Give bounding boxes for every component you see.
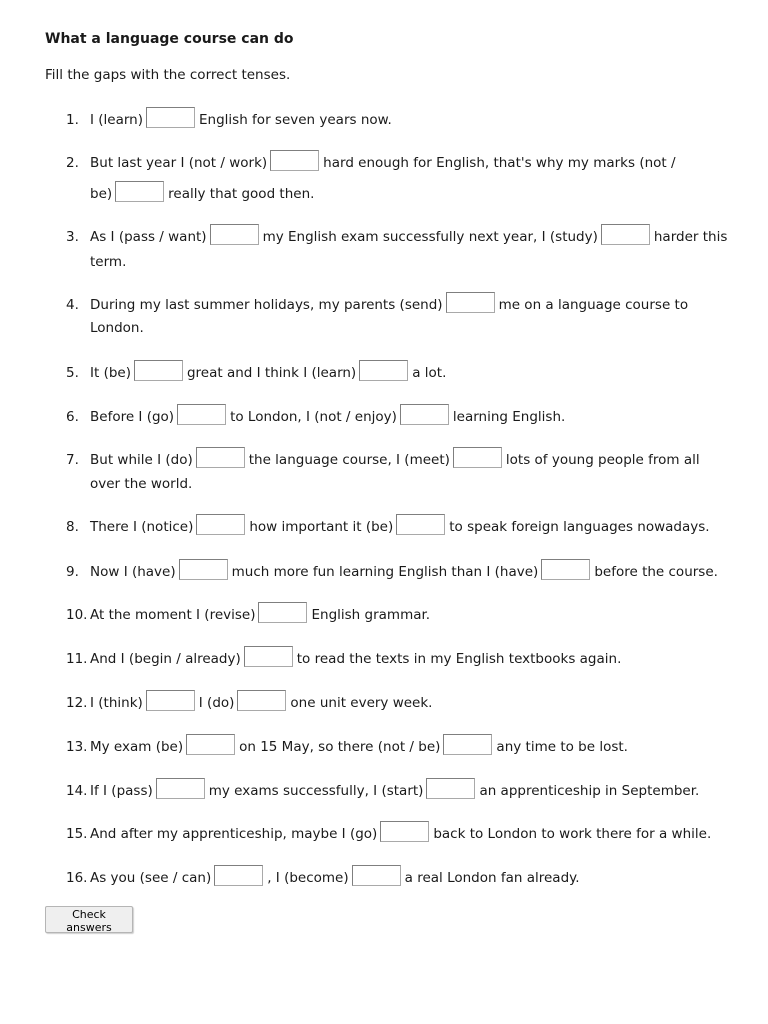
- gap-input-14a[interactable]: [156, 778, 205, 799]
- item-number: 9.: [66, 564, 79, 580]
- item-text: If I (pass): [90, 783, 153, 799]
- gap-input-1a[interactable]: [146, 107, 195, 128]
- item-text: I (do): [198, 695, 235, 711]
- item-text: Before I (go): [90, 409, 175, 425]
- item-text: It (be): [90, 365, 131, 381]
- gap-input-11a[interactable]: [244, 646, 293, 667]
- gap-input-5a[interactable]: [134, 360, 183, 381]
- item-text: be): [90, 186, 113, 202]
- gap-input-4a[interactable]: [446, 292, 495, 313]
- item-text: really that good then.: [168, 186, 315, 202]
- item-text: English for seven years now.: [199, 112, 392, 128]
- item-number: 15.: [66, 826, 88, 842]
- item-text: an apprenticeship in September.: [479, 783, 700, 799]
- item-text: a real London fan already.: [404, 870, 580, 886]
- item-text: to read the texts in my English textbooks again.: [296, 651, 622, 667]
- gap-input-6a[interactable]: [177, 404, 226, 425]
- item-number: 6.: [66, 409, 79, 425]
- item-number: 16.: [66, 870, 88, 886]
- item-text: London.: [90, 320, 144, 336]
- gap-input-2b[interactable]: [115, 181, 164, 202]
- gap-input-7b[interactable]: [453, 447, 502, 468]
- gap-input-13a[interactable]: [186, 734, 235, 755]
- item-text: before the course.: [594, 564, 718, 580]
- gap-input-5b[interactable]: [359, 360, 408, 381]
- gap-input-12a[interactable]: [146, 690, 195, 711]
- item-text: learning English.: [452, 409, 566, 425]
- item-text: harder this: [653, 229, 728, 245]
- item-text: back to London to work there for a while.: [433, 826, 712, 842]
- item-text: And I (begin / already): [90, 651, 241, 667]
- item-text: lots of young people from all: [505, 452, 700, 468]
- gap-input-8b[interactable]: [396, 514, 445, 535]
- item-text: , I (become): [267, 870, 349, 886]
- item-text: my exams successfully, I (start): [208, 783, 424, 799]
- gap-input-16b[interactable]: [352, 865, 401, 886]
- gap-input-6b[interactable]: [400, 404, 449, 425]
- item-text: hard enough for English, that's why my marks (not /: [323, 155, 676, 171]
- exercise-instructions: Fill the gaps with the correct tenses.: [45, 67, 291, 83]
- item-number: 14.: [66, 783, 88, 799]
- item-text: Now I (have): [90, 564, 176, 580]
- item-text: on 15 May, so there (not / be): [239, 739, 441, 755]
- item-number: 7.: [66, 452, 79, 468]
- item-text: But while I (do): [90, 452, 193, 468]
- item-number: 11.: [66, 651, 88, 667]
- item-text: There I (notice): [90, 519, 194, 535]
- item-number: 13.: [66, 739, 88, 755]
- item-text: And after my apprenticeship, maybe I (go): [90, 826, 378, 842]
- gap-input-16a[interactable]: [214, 865, 263, 886]
- item-text: I (think): [90, 695, 143, 711]
- item-text: my English exam successfully next year, I (study): [262, 229, 598, 245]
- item-text: term.: [90, 254, 127, 270]
- item-number: 4.: [66, 297, 79, 313]
- item-number: 10.: [66, 607, 88, 623]
- item-number: 8.: [66, 519, 79, 535]
- item-text: much more fun learning English than I (have): [231, 564, 539, 580]
- gap-input-14b[interactable]: [426, 778, 475, 799]
- item-text: any time to be lost.: [496, 739, 628, 755]
- gap-input-3b[interactable]: [601, 224, 650, 245]
- gap-input-7a[interactable]: [196, 447, 245, 468]
- item-text: As you (see / can): [90, 870, 212, 886]
- gap-input-2a[interactable]: [270, 150, 319, 171]
- item-text: over the world.: [90, 476, 193, 492]
- item-text: As I (pass / want): [90, 229, 207, 245]
- item-text: how important it (be): [249, 519, 394, 535]
- gap-input-8a[interactable]: [196, 514, 245, 535]
- item-text: I (learn): [90, 112, 144, 128]
- item-number: 1.: [66, 112, 79, 128]
- item-text: great and I think I (learn): [186, 365, 357, 381]
- item-number: 12.: [66, 695, 88, 711]
- item-text: English grammar.: [311, 607, 431, 623]
- item-text: one unit every week.: [290, 695, 433, 711]
- item-text: During my last summer holidays, my parents (send): [90, 297, 443, 313]
- exercise-title: What a language course can do: [45, 31, 294, 47]
- item-text: me on a language course to: [498, 297, 689, 313]
- item-number: 3.: [66, 229, 79, 245]
- gap-input-15a[interactable]: [380, 821, 429, 842]
- gap-input-9a[interactable]: [179, 559, 228, 580]
- item-text: My exam (be): [90, 739, 184, 755]
- gap-input-10a[interactable]: [258, 602, 307, 623]
- gap-input-12b[interactable]: [237, 690, 286, 711]
- item-text: to London, I (not / enjoy): [230, 409, 397, 425]
- item-text: to speak foreign languages nowadays.: [449, 519, 710, 535]
- gap-input-9b[interactable]: [541, 559, 590, 580]
- check-answers-button[interactable]: Check answers: [45, 906, 133, 933]
- item-text: At the moment I (revise): [90, 607, 256, 623]
- item-text: a lot.: [412, 365, 447, 381]
- item-number: 5.: [66, 365, 79, 381]
- item-text: the language course, I (meet): [248, 452, 450, 468]
- gap-input-3a[interactable]: [210, 224, 259, 245]
- item-number: 2.: [66, 155, 79, 171]
- gap-input-13b[interactable]: [443, 734, 492, 755]
- item-text: But last year I (not / work): [90, 155, 268, 171]
